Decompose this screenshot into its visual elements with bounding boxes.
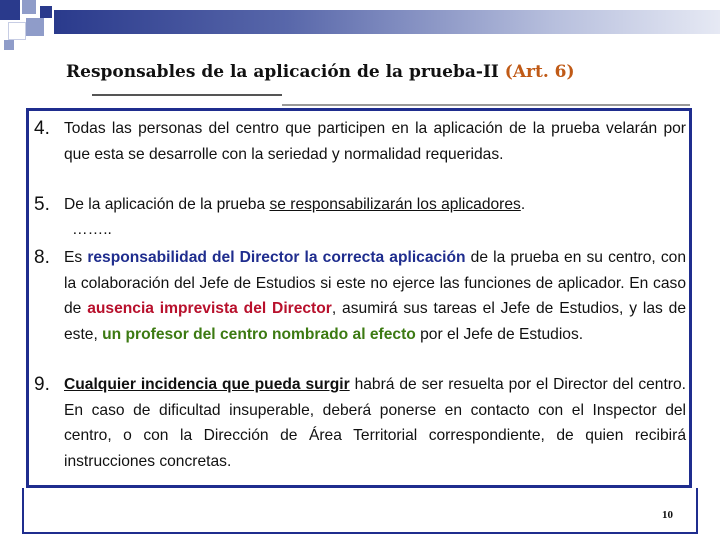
item-text-part2: de la prueba en su centro, con la colaboración del Jefe de Estudios si este no ejerce las funciones de aplicador. En caso de <box>64 249 686 317</box>
item-text-highlight-blue: responsabilidad del Director la correcta aplicación <box>87 249 466 266</box>
decor-square-4 <box>26 18 44 36</box>
item-number: 4. <box>34 118 50 139</box>
item-text-part3: , asumirá sus tareas el Jefe de Estudios, y las de este, <box>64 300 686 343</box>
item-text-before: De la aplicación de la prueba <box>64 196 270 213</box>
item-text <box>64 245 686 347</box>
list-item-5 <box>34 192 686 218</box>
item-text-rest: habrá de ser resuelta por el Director del centro. En caso de dificultad insuperable, deberá ponerse en contacto con el Inspector del centro, o con la Dirección de Área Territorial correspondiente, de quien recibirá instrucciones concretas. <box>64 376 686 470</box>
item-text-underlined: se responsabilizarán los aplicadores <box>269 196 521 213</box>
item-number: 9. <box>34 374 50 395</box>
item-number: 8. <box>34 247 50 268</box>
list-item-9 <box>34 372 686 474</box>
list-item-4 <box>34 116 686 167</box>
item-text-part1: Es <box>64 249 88 266</box>
list-item-8 <box>34 245 686 347</box>
item-text <box>64 192 686 218</box>
item-text-after: . <box>520 196 526 213</box>
decor-square-5 <box>40 6 52 18</box>
item-text <box>64 372 686 474</box>
decor-square-3 <box>8 22 26 40</box>
decor-square-1 <box>0 0 20 20</box>
item-text-highlight-red: ausencia imprevista del Director <box>87 300 332 317</box>
footer-frame <box>22 488 698 534</box>
decor-square-2 <box>22 0 36 14</box>
item-text-highlight-green: un profesor del centro nombrado al efecto <box>102 325 416 343</box>
title-underline-right <box>282 104 690 106</box>
title-underline-left <box>92 94 282 96</box>
header-gradient-bar <box>54 10 720 34</box>
slide-title <box>66 62 686 82</box>
item-text-underlined-bold: Cualquier incidencia que pueda surgir <box>64 376 350 393</box>
item-text-part4: por el Jefe de Estudios. <box>415 325 584 343</box>
item-text: Todas las personas del centro que participen en la aplicación de la prueba velarán por que esta se desarrolle con la seriedad y normalidad requeridas. <box>64 120 686 163</box>
decor-square-6 <box>4 40 14 50</box>
title-article: (Art. 6) <box>504 62 575 82</box>
ellipsis: …….. <box>72 221 112 238</box>
page-number: 10 <box>662 509 673 521</box>
item-number: 5. <box>34 194 50 215</box>
title-main: Responsables de la aplicación de la prueba-II <box>66 62 499 82</box>
